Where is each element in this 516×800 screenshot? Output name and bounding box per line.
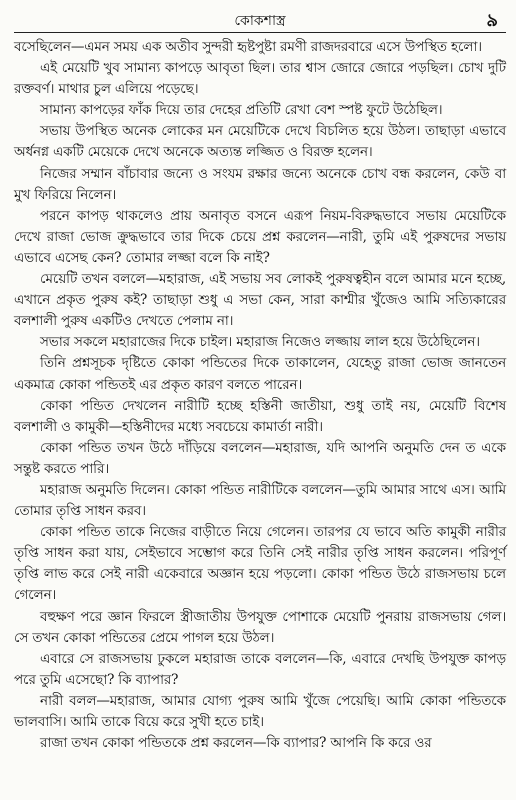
paragraph: তিনি প্রশ্নসূচক দৃষ্টিতে কোকা পন্ডিতের দিকে তাকালেন, যেহেতু রাজা ভোজ জানতেন একমাত্র কোকা পন্ডিতই এর প্রকৃত কারণ বলতে পারেন। (14, 355, 506, 393)
paragraph: এবারে সে রাজসভায় ঢুকলে মহারাজ তাকে বললেন—কি, এবারে দেখছি উপযুক্ত কাপড় পরে তুমি এসেছো? কি ব্যাপার? (14, 650, 506, 688)
paragraph: কোকা পন্ডিত দেখলেন নারীটি হচ্ছে হস্তিনী জাতীয়া, শুধু তাই নয়, মেয়েটি বিশেষ বলশালী ও কামুকী—হস্তিনীদের মধ্যে সবচেয়ে কামার্তা নারী। (14, 397, 506, 435)
paragraph: সামান্য কাপড়ের ফাঁক দিয়ে তার দেহের প্রতিটি রেখা বেশ স্পষ্ট ফুটে উঠেছিল। (40, 102, 443, 119)
running-header (14, 6, 506, 33)
page-body (14, 37, 506, 754)
paragraph: সভায় উপস্থিত অনেক লোকের মন মেয়েটিকে দেখে বিচলিত হয়ে উঠল। তাছাড়া এভাবে অর্ধনগ্ন একটি মেয়েকে দেখে অনেকে অত্যন্ত লজ্জিত ও বিরক্ত হলেন। (14, 123, 506, 161)
book-title: কোকশাস্ত্র (234, 13, 286, 29)
paragraph: কোকা পন্ডিত তখন উঠে দাঁড়িয়ে বললেন—মহারাজ, যদি আপনি অনুমতি দেন ত একে সন্তুষ্ট করতে পারি। (14, 439, 506, 477)
paragraph: মহারাজ অনুমতি দিলেন। কোকা পন্ডিত নারীটিকে বললেন—তুমি আমার সাথে এস। আমি তোমার তৃপ্তি সাধন করব। (14, 481, 506, 520)
paragraph: কোকা পন্ডিত তাকে নিজের বাড়ীতে নিয়ে গেলেন। তারপর যে ভাবে অতি কামুকী নারীর তৃপ্তি সাধন করা যায়, সেইভাবে সম্ভোগ করে তিনি সেই নারীর তৃপ্তি সাধন করলেন। পরিপূর্ণ তৃপ্তি লাভ করে সেই নারী একেবারে অজ্ঞান হয়ে পড়লো। কোকা পন্ডিত উঠে রাজসভায় চলে গেলেন। (14, 524, 506, 604)
paragraph: নারী বলল—মহারাজ, আমার যোগ্য পুরুষ আমি খুঁজে পেয়েছি। আমি কোকা পন্ডিতকে ভালবাসি। আমি তাকে বিয়ে করে সুখী হতে চাই। (14, 692, 506, 730)
paragraph: পরনে কাপড় থাকলেও প্রায় অনাবৃত বসনে এরূপ নিয়ম-বিরুদ্ধভাবে সভায় মেয়েটিকে দেখে রাজা ভোজ ক্রুদ্ধভাবে তার দিকে চেয়ে প্রশ্ন করলেন—নারী, তুমি এই পুরুষদের সভায় এভাবে এসেছ কেন? তোমার লজ্জা বলে কি নাই? (14, 207, 506, 266)
paragraph: সভার সকলে মহারাজের দিকে চাইল। মহারাজ নিজেও লজ্জায় লাল হয়ে উঠেছিলেন। (40, 334, 480, 351)
paragraph: মেয়েটি তখন বললে—মহারাজ, এই সভায় সব লোকই পুরুষত্বহীন বলে আমার মনে হচ্ছে, এখানে প্রকৃত পুরুষ কই? তাছাড়া শুধু এ সভা কেন, সারা কাশ্মীর খুঁজেও আমি সত্যিকারের বলশালী পুরুষ একটিও দেখতে পেলাম না। (14, 271, 506, 330)
paragraph: নিজের সম্মান বাঁচাবার জন্যে ও সংযম রক্ষার জন্যে অনেকে চোখ বন্ধ করলেন, কেউ বা মুখ ফিরিয়ে নিলেন। (14, 165, 506, 203)
paragraph: রাজা তখন কোকা পন্ডিতকে প্রশ্ন করলেন—কি ব্যাপার? আপনি কি করে ওর (40, 735, 432, 752)
paragraph: এই মেয়েটি খুব সামান্য কাপড়ে আবৃতা ছিল। তার শ্বাস জোরে জোরে পড়ছিল। চোখ দুটি রক্তবর্ণ। মাথার চুল এলিয়ে পড়েছে। (14, 60, 506, 98)
paragraph: বসেছিলেন—এমন সময় এক অতীব সুন্দরী হৃষ্টপুষ্টা রমণী রাজদরবারে এসে উপস্থিত হলো। (14, 39, 482, 55)
paragraph: বহুক্ষণ পরে জ্ঞান ফিরলে স্ত্রীজাতীয় উপযুক্ত পোশাকে মেয়েটি পুনরায় রাজসভায় গেল। সে তখন কোকা পন্ডিতের প্রেমে পাগল হয়ে উঠল। (14, 608, 506, 646)
page-number: ৯ (486, 10, 498, 31)
